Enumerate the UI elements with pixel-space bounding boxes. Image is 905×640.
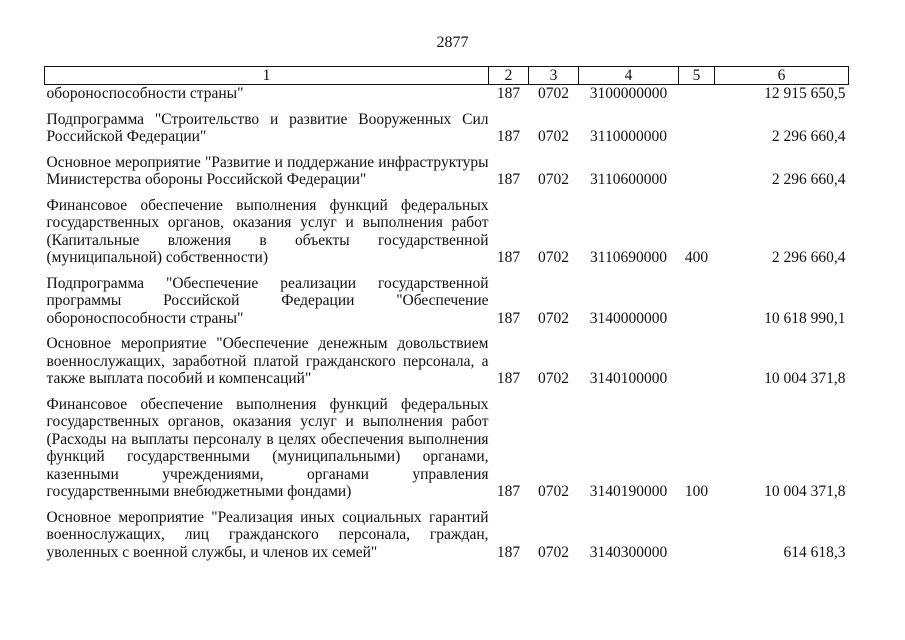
column-header-4: 4 xyxy=(579,67,679,85)
row-ministry: 187 xyxy=(496,128,521,145)
table-row xyxy=(45,267,849,328)
row-name: Подпрограмма "Обеспечение реализации государственной программы Российской Федерации "Обеспечение обороноспособности страны" xyxy=(46,274,489,327)
row-section: 0702 xyxy=(538,543,569,561)
row-target: 3110690000 xyxy=(590,249,667,266)
column-header-5: 5 xyxy=(679,67,715,85)
row-name: обороноспособности страны" xyxy=(46,85,244,102)
row-section: 0702 xyxy=(538,249,569,266)
row-name: Финансовое обеспечение выполнения функций федеральных государственных органов, оказания услуг и выполнения работ (Капитальные вложения в объекты государственной (муниципальной) собственности) xyxy=(46,196,489,266)
row-amount: 614 618,3 xyxy=(783,543,846,561)
table-row xyxy=(45,146,849,189)
row-amount: 12 915 650,5 xyxy=(764,85,846,102)
row-section: 0702 xyxy=(538,128,569,145)
table-row xyxy=(45,189,849,267)
row-expense-type xyxy=(679,501,715,562)
row-name: Основное мероприятие "Реализация иных социальных гарантий военнослужащих, лиц гражданского персонала, граждан, уволенных с военной службы, и членов их семей" xyxy=(46,508,489,561)
row-target: 3110000000 xyxy=(590,128,667,145)
column-header-2: 2 xyxy=(489,67,529,85)
row-target: 3140190000 xyxy=(589,483,668,500)
row-target: 3140300000 xyxy=(589,543,668,561)
row-section: 0702 xyxy=(538,85,569,102)
row-section: 0702 xyxy=(538,171,569,188)
table-row xyxy=(45,103,849,146)
row-ministry: 187 xyxy=(496,249,521,266)
row-expense-type xyxy=(679,103,715,146)
table-row xyxy=(45,388,849,501)
table-header xyxy=(45,67,849,85)
row-ministry: 187 xyxy=(496,483,521,500)
row-target: 3140100000 xyxy=(589,370,668,387)
row-section: 0702 xyxy=(538,483,569,500)
header-row xyxy=(45,67,849,85)
row-ministry: 187 xyxy=(496,543,521,561)
row-target: 3140000000 xyxy=(589,309,668,327)
row-ministry: 187 xyxy=(496,370,521,387)
row-amount: 2 296 660,4 xyxy=(771,128,846,145)
row-ministry: 187 xyxy=(496,171,521,188)
row-expense-type xyxy=(679,267,715,328)
page-number: 2877 xyxy=(436,34,469,51)
column-header-6: 6 xyxy=(715,67,849,85)
row-target: 3100000000 xyxy=(589,85,668,102)
row-expense-type xyxy=(679,146,715,189)
row-expense-type: 100 xyxy=(684,483,709,500)
row-amount: 10 004 371,8 xyxy=(764,370,846,387)
row-amount: 10 618 990,1 xyxy=(764,309,846,327)
table-row xyxy=(45,501,849,562)
row-amount: 2 296 660,4 xyxy=(771,249,846,266)
column-header-1: 1 xyxy=(45,67,489,85)
row-name: Финансовое обеспечение выполнения функций федеральных государственных органов, оказания услуг и выполнения работ (Расходы на выплаты персоналу в целях обеспечения выполнения функций государственными (муниципальными) органами, казенными учреждениями, органами управления государственными внебюджетными фондами) xyxy=(46,395,489,500)
row-amount: 2 296 660,4 xyxy=(771,171,846,188)
row-ministry: 187 xyxy=(496,309,521,327)
row-name: Подпрограмма "Строительство и развитие Вооруженных Сил Российской Федерации" xyxy=(46,110,489,145)
budget-table xyxy=(44,66,849,561)
table-row xyxy=(45,327,849,388)
row-amount: 10 004 371,8 xyxy=(764,483,846,500)
row-section: 0702 xyxy=(538,370,569,387)
row-expense-type: 400 xyxy=(684,249,709,266)
row-name: Основное мероприятие "Обеспечение денежным довольствием военнослужащих, заработной платой гражданского персонала, а также выплата пособий и компенсаций" xyxy=(46,335,489,387)
row-target: 3110600000 xyxy=(590,171,667,188)
row-ministry: 187 xyxy=(496,85,521,102)
row-expense-type xyxy=(679,327,715,388)
row-expense-type xyxy=(679,85,715,103)
column-header-3: 3 xyxy=(529,67,579,85)
row-name: Основное мероприятие "Развитие и поддержание инфраструктуры Министерства обороны Российской Федерации" xyxy=(46,153,489,188)
row-section: 0702 xyxy=(538,309,569,327)
table-body xyxy=(45,85,849,562)
table-row xyxy=(45,85,849,103)
